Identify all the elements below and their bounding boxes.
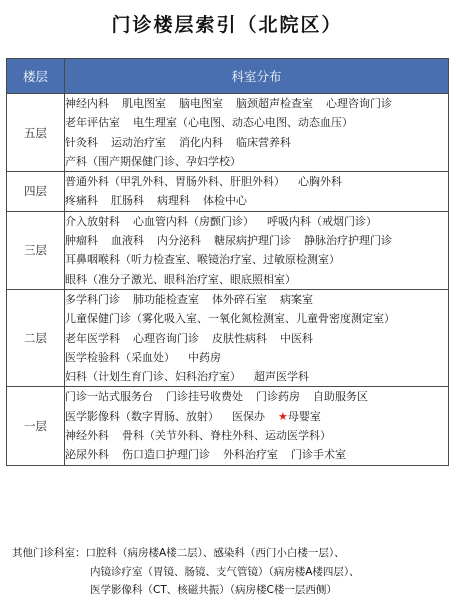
other-clinics-label: 其他门诊科室：: [12, 547, 86, 559]
department-line: [65, 387, 448, 406]
department-entry: 肌电图室: [122, 97, 166, 110]
department-entry: 医学检验科（采血处）: [65, 350, 175, 364]
department-list: [65, 211, 449, 289]
department-entry: [278, 410, 321, 423]
department-entry: 血液科: [111, 234, 144, 248]
department-line: [65, 212, 448, 231]
floor-row: [7, 289, 449, 386]
department-list: [65, 172, 449, 212]
other-clinics-line: 医学影像科（CT、核磁共振）（病房楼C楼一层西侧）: [90, 584, 337, 597]
department-entry: 病案室: [280, 292, 313, 306]
floor-label: 五层: [7, 94, 65, 172]
department-entry: 肿瘤科: [65, 234, 98, 248]
department-entry: 肺功能检查室: [133, 292, 199, 306]
other-clinics-line: 内镜诊疗室（胃镜、肠镜、支气管镜）（病房楼A楼四层）、: [90, 565, 360, 578]
department-entry: 病理科: [157, 194, 190, 208]
department-entry: 呼吸内科（戒烟门诊）: [267, 214, 377, 228]
department-entry: 疼痛科: [65, 194, 98, 208]
department-line: [65, 250, 448, 269]
other-clinics-line: 口腔科（病房楼A楼二层）、感染科（西门小白楼一层）、: [85, 547, 345, 559]
floor-label: 二层: [7, 289, 65, 386]
department-entry: 门诊手术室: [291, 448, 346, 462]
department-line: [65, 329, 448, 348]
department-entry: 脑颈超声检查室: [236, 97, 313, 110]
department-entry: 神经外科: [65, 429, 109, 443]
department-entry: 医学影像科（数字胃肠、放射）: [65, 409, 219, 423]
department-entry: 神经内科: [65, 97, 109, 110]
department-entry: 普通外科（甲乳外科、胃肠外科、肝胆外科）: [65, 175, 285, 189]
department-list: [65, 387, 449, 465]
department-entry: 中医科: [280, 331, 313, 345]
department-entry-text: 母婴室: [287, 409, 321, 423]
department-list: [65, 289, 449, 386]
department-entry: 肛肠科: [111, 194, 144, 208]
department-entry: 伤口造口护理门诊: [122, 448, 210, 462]
floor-row: [7, 172, 449, 212]
department-entry: 心胸外科: [298, 175, 342, 189]
department-entry: 糖尿病护理门诊: [214, 234, 291, 248]
department-entry: 静脉治疗护理门诊: [304, 234, 392, 248]
department-line: [65, 367, 448, 386]
department-entry: 心血管内科（房颤门诊）: [133, 214, 254, 228]
department-entry: 体外碎石室: [212, 292, 267, 306]
department-line: [65, 290, 448, 309]
department-entry: 骨科（关节外科、脊柱外科、运动医学科）: [122, 429, 331, 443]
department-entry: 心理咨询门诊: [133, 331, 199, 345]
department-line: [65, 309, 448, 328]
star-icon: ★: [278, 409, 288, 423]
department-entry: 门诊一站式服务台: [65, 390, 153, 404]
table-header-row: [7, 59, 449, 94]
department-entry: 老年评估室: [65, 116, 120, 130]
department-line: [65, 94, 448, 113]
department-entry: 运动治疗室: [111, 135, 166, 149]
department-line: [65, 113, 448, 132]
department-entry: 门诊药房: [256, 390, 300, 404]
department-line: [65, 348, 448, 367]
department-entry: 超声医学科: [254, 370, 309, 384]
department-line: [65, 270, 448, 289]
department-entry: 产科（围产期保健门诊、孕妇学校）: [65, 154, 241, 168]
floor-row: [7, 94, 449, 172]
department-line: [65, 152, 448, 171]
department-entry: 自助服务区: [313, 390, 368, 404]
department-entry: 体检中心: [203, 194, 247, 208]
department-line: [65, 172, 448, 191]
department-entry: 内分泌科: [157, 234, 201, 248]
floor-row: [7, 387, 449, 465]
department-entry: 老年医学科: [65, 331, 120, 345]
department-entry: 眼科（准分子激光、眼科治疗室、眼底照相室）: [65, 272, 296, 286]
department-list: [65, 94, 449, 172]
department-line: [65, 426, 448, 445]
department-entry: 泌尿外科: [65, 448, 109, 462]
floor-label: 四层: [7, 172, 65, 212]
department-entry: 耳鼻咽喉科（听力检查室、喉镜治疗室、过敏原检测室）: [65, 253, 340, 267]
floor-column-header: 楼层: [7, 59, 65, 94]
department-entry: 脑电图室: [179, 97, 223, 110]
department-entry: 儿童保健门诊（雾化吸入室、一氧化氮检测室、儿童骨密度测定室）: [65, 312, 395, 326]
floor-label: 一层: [7, 387, 65, 465]
department-entry: 皮肤性病科: [212, 331, 267, 345]
department-entry: 介入放射科: [65, 214, 120, 228]
department-entry: 临床营养科: [236, 135, 291, 149]
department-entry: 妇科（计划生育门诊、妇科治疗室）: [65, 370, 241, 384]
department-entry: 多学科门诊: [65, 292, 120, 306]
page-title: 门诊楼层索引（北院区）: [111, 14, 343, 36]
department-line: [65, 231, 448, 250]
department-entry: 电生理室（心电图、动态心电图、动态血压）: [133, 116, 353, 130]
department-entry: 心理咨询门诊: [326, 97, 392, 110]
department-line: [65, 133, 448, 152]
department-entry: 门诊挂号收费处: [166, 390, 243, 404]
department-entry: 针灸科: [65, 135, 98, 149]
department-entry: 医保办: [232, 409, 265, 423]
other-clinics-note: [12, 544, 360, 600]
departments-column-header: 科室分布: [65, 59, 449, 94]
department-entry: 外科治疗室: [223, 448, 278, 462]
floor-row: [7, 211, 449, 289]
department-line: [65, 191, 448, 210]
department-line: [65, 407, 448, 426]
floor-label: 三层: [7, 211, 65, 289]
department-entry: 中药房: [188, 350, 221, 364]
floor-index-table: [6, 58, 449, 466]
department-entry: 消化内科: [179, 135, 223, 149]
department-line: [65, 445, 448, 464]
